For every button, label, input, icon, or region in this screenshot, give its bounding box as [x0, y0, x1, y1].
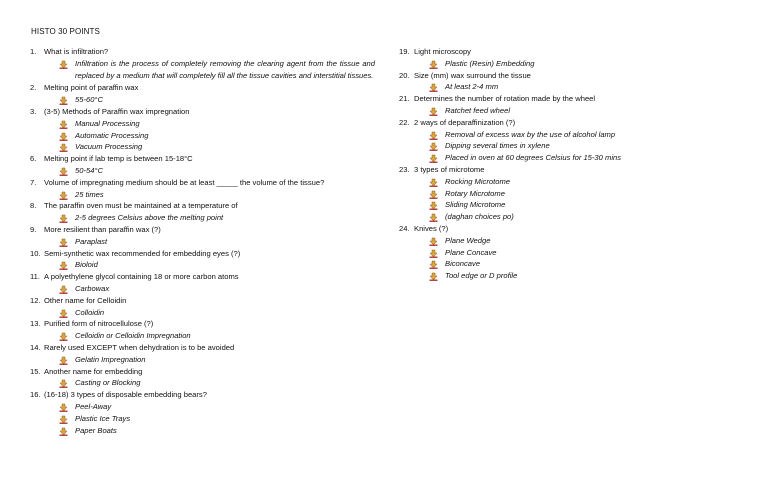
- question-number: 9.: [30, 224, 37, 234]
- answer-item: [399, 58, 739, 70]
- question-item: [30, 82, 375, 94]
- answer-text: Celloidin or Celloidin Impregnation: [75, 331, 191, 341]
- answer-text: Carbowax: [75, 283, 110, 293]
- answer-text: Biconcave: [445, 259, 481, 269]
- arrow-bullet-icon: [59, 212, 75, 224]
- question-number: 1.: [30, 47, 37, 56]
- arrow-bullet-icon: [59, 354, 75, 366]
- answer-text: Gelatin Impregnation: [75, 354, 146, 364]
- answer-item: [399, 105, 739, 117]
- question-number: 11.: [30, 272, 40, 282]
- question-text: A polyethylene glycol containing 18 or more carbon atoms: [44, 272, 239, 282]
- arrow-bullet-icon: [59, 165, 75, 177]
- answer-text: At least 2-4 mm: [445, 82, 499, 92]
- answer-text: Tool edge or D profile: [445, 271, 518, 281]
- left-column: [30, 46, 375, 436]
- arrow-bullet-icon: [429, 258, 445, 270]
- arrow-bullet-icon: [59, 413, 75, 425]
- answer-text: Plane Wedge: [445, 235, 491, 245]
- answer-text: 55-60°C: [75, 95, 103, 105]
- question-text: Light microscopy: [414, 47, 471, 56]
- answer-item: [30, 189, 375, 201]
- answer-text: Removal of excess wax by the use of alcohol lamp: [445, 129, 616, 139]
- question-number: 23.: [399, 164, 410, 174]
- answer-item: [30, 118, 375, 130]
- arrow-bullet-icon: [429, 176, 445, 188]
- arrow-bullet-icon: [59, 94, 75, 106]
- question-number: 16.: [30, 390, 41, 400]
- question-text: Purified form of nitrocellulose (?): [44, 319, 154, 329]
- question-number: 22.: [399, 117, 410, 127]
- answer-item: [30, 259, 375, 271]
- arrow-bullet-icon: [59, 141, 75, 153]
- answer-item: [30, 130, 375, 142]
- question-text: 2 ways of deparaffinization (?): [414, 117, 516, 127]
- answer-item: [399, 176, 739, 188]
- answer-item: [30, 330, 375, 342]
- answer-item: [399, 211, 739, 223]
- question-text: (3-5) Methods of Paraffin wax impregnation: [44, 106, 190, 116]
- answer-text: Plane Concave: [445, 247, 497, 257]
- question-text: Melting point if lab temp is between 15-18°C: [44, 154, 193, 164]
- answer-item: [30, 165, 375, 177]
- question-item: [30, 342, 375, 354]
- right-column: [399, 46, 739, 282]
- answer-text: Sliding Microtome: [445, 200, 506, 210]
- question-number: 13.: [30, 319, 41, 329]
- answer-text: Infiltration is the process of completely removing the clearing agent from the tissue and replaced by a medium that will completely fill all the tissue cavities and interstitial tissues.: [75, 58, 375, 81]
- answer-text: Bioloid: [75, 260, 98, 270]
- question-text: The paraffin oven must be maintained at a temperature of: [44, 201, 238, 211]
- question-item: [30, 46, 375, 58]
- arrow-bullet-icon: [429, 140, 445, 152]
- answer-item: [30, 236, 375, 248]
- question-item: [399, 164, 739, 176]
- arrow-bullet-icon: [59, 259, 75, 271]
- answer-item: [399, 140, 739, 152]
- question-number: 2.: [30, 83, 37, 93]
- arrow-bullet-icon: [59, 377, 75, 389]
- arrow-bullet-icon: [429, 129, 445, 141]
- question-item: [399, 93, 739, 105]
- arrow-bullet-icon: [429, 81, 445, 93]
- arrow-bullet-icon: [429, 58, 445, 70]
- answer-item: [30, 212, 375, 224]
- question-item: [399, 117, 739, 129]
- answer-text: Peel-Away: [75, 401, 112, 411]
- question-text: What is infiltration?: [44, 47, 109, 56]
- question-item: [30, 271, 375, 283]
- arrow-bullet-icon: [59, 401, 75, 413]
- answer-item: [30, 401, 375, 413]
- answer-item: [30, 283, 375, 295]
- arrow-bullet-icon: [59, 130, 75, 142]
- question-item: [30, 153, 375, 165]
- question-text: Knives (?): [414, 223, 449, 233]
- arrow-bullet-icon: [429, 199, 445, 211]
- answer-item: [399, 235, 739, 247]
- answer-text: (daghan choices po): [445, 212, 514, 222]
- question-text: 3 types of microtome: [414, 164, 485, 174]
- answer-item: [399, 199, 739, 211]
- answer-item: [30, 141, 375, 153]
- arrow-bullet-icon: [59, 283, 75, 295]
- question-text: Melting point of paraffin wax: [44, 83, 139, 93]
- answer-text: Paper Boats: [75, 425, 117, 435]
- answer-text: Plastic (Resin) Embedding: [445, 58, 535, 68]
- arrow-bullet-icon: [429, 105, 445, 117]
- answer-text: 2-5 degrees Celsius above the melting point: [75, 213, 224, 223]
- answer-text: Manual Processing: [75, 118, 140, 128]
- arrow-bullet-icon: [429, 188, 445, 200]
- answer-item: [399, 270, 739, 282]
- answer-item: [399, 129, 739, 141]
- question-item: [399, 70, 739, 82]
- question-text: Other name for Celloidin: [44, 295, 127, 305]
- page-title: HISTO 30 POINTS: [31, 27, 100, 36]
- question-text: (16-18) 3 types of disposable embedding bears?: [44, 390, 207, 400]
- question-item: [30, 248, 375, 260]
- arrow-bullet-icon: [59, 307, 75, 319]
- answer-text: 50-54°C: [75, 165, 103, 175]
- arrow-bullet-icon: [59, 118, 75, 130]
- question-number: 14.: [30, 342, 41, 352]
- question-text: Semi-synthetic wax recommended for embedding eyes (?): [44, 248, 241, 258]
- answer-item: [399, 152, 739, 164]
- question-number: 20.: [399, 70, 410, 80]
- question-item: [399, 46, 739, 58]
- answer-text: Dipping several times in xylene: [445, 141, 550, 151]
- answer-item: [30, 307, 375, 319]
- question-number: 6.: [30, 154, 37, 164]
- question-text: Rarely used EXCEPT when dehydration is to be avoided: [44, 342, 235, 352]
- question-number: 15.: [30, 366, 41, 376]
- answer-item: [30, 425, 375, 437]
- answer-item: [399, 247, 739, 259]
- answer-text: Vacuum Processing: [75, 142, 143, 152]
- answer-text: Paraplast: [75, 236, 108, 246]
- answer-item: [30, 413, 375, 425]
- arrow-bullet-icon: [429, 152, 445, 164]
- question-text: Size (mm) wax surround the tissue: [414, 70, 531, 80]
- question-text: Another name for embedding: [44, 366, 143, 376]
- arrow-bullet-icon: [429, 211, 445, 223]
- question-number: 7.: [30, 177, 37, 187]
- answer-text: Automatic Processing: [75, 130, 149, 140]
- arrow-bullet-icon: [59, 330, 75, 342]
- question-item: [30, 200, 375, 212]
- arrow-bullet-icon: [429, 235, 445, 247]
- answer-text: Ratchet feed wheel: [445, 105, 511, 115]
- answer-item: [399, 188, 739, 200]
- question-number: 8.: [30, 201, 37, 211]
- answer-text: Placed in oven at 60 degrees Celsius for 15-30 mins: [445, 153, 622, 163]
- arrow-bullet-icon: [59, 189, 75, 201]
- question-text: Determines the number of rotation made by the wheel: [414, 94, 596, 104]
- question-item: [30, 389, 375, 401]
- answer-text: Rocking Microtome: [445, 176, 510, 186]
- answer-text: Colloidin: [75, 307, 105, 317]
- answer-item: [399, 81, 739, 93]
- arrow-bullet-icon: [429, 270, 445, 282]
- answer-item: [30, 354, 375, 366]
- arrow-bullet-icon: [59, 58, 75, 83]
- question-number: 24.: [399, 223, 410, 233]
- question-text: Volume of impregnating medium should be at least _____ the volume of the tissue?: [44, 177, 325, 187]
- question-number: 19.: [399, 47, 410, 56]
- question-text: More resilient than paraffin wax (?): [44, 224, 161, 234]
- question-item: [30, 318, 375, 330]
- question-item: [30, 366, 375, 378]
- question-number: 12.: [30, 295, 41, 305]
- answer-text: Rotary Microtome: [445, 188, 505, 198]
- question-item: [30, 177, 375, 189]
- question-item: [30, 106, 375, 118]
- answer-item: [30, 94, 375, 106]
- answer-text: Casting or Blocking: [75, 378, 141, 388]
- question-item: [30, 224, 375, 236]
- arrow-bullet-icon: [429, 247, 445, 259]
- arrow-bullet-icon: [59, 236, 75, 248]
- answer-text: Plastic Ice Trays: [75, 413, 131, 423]
- answer-item: [30, 58, 375, 83]
- arrow-bullet-icon: [59, 425, 75, 437]
- question-number: 10.: [30, 248, 41, 258]
- answer-text: 25 times: [75, 189, 104, 199]
- question-item: [399, 223, 739, 235]
- answer-item: [30, 377, 375, 389]
- question-number: 3.: [30, 106, 37, 116]
- answer-item: [399, 258, 739, 270]
- question-number: 21.: [399, 94, 410, 104]
- question-item: [30, 295, 375, 307]
